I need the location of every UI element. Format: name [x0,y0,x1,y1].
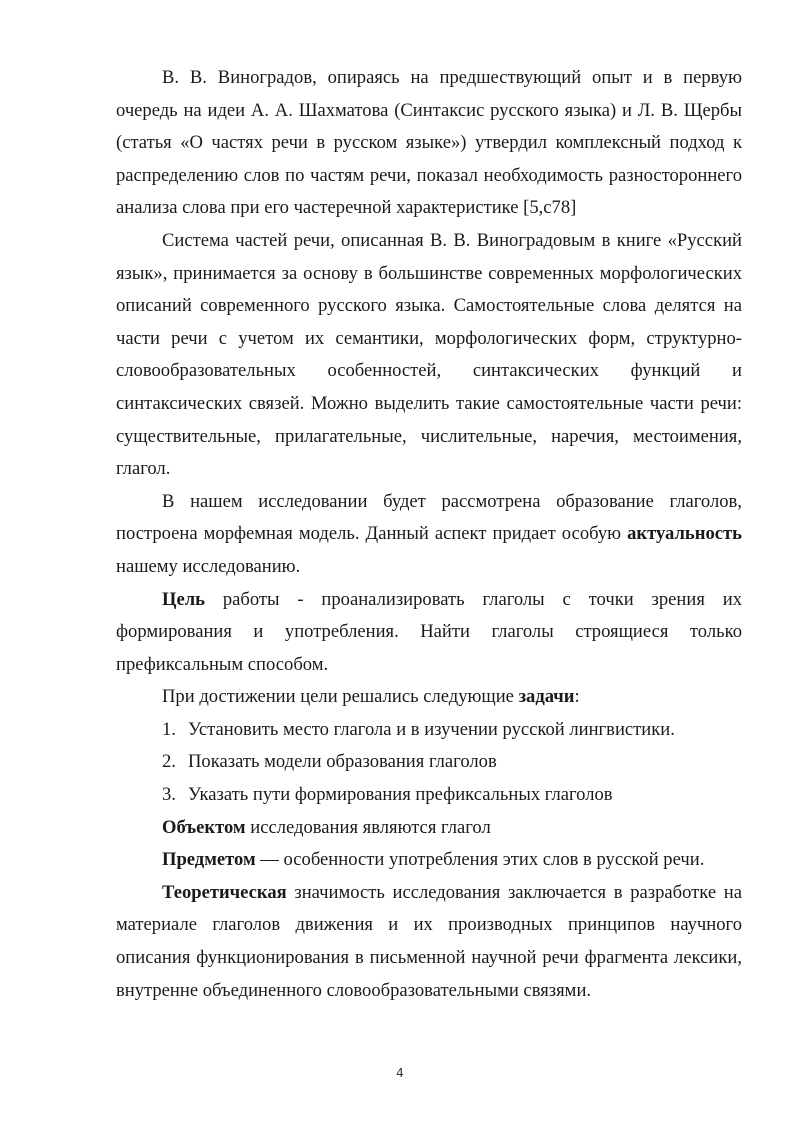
theoretical-bold: Теоретическая [162,881,287,903]
list-item [116,779,742,812]
list-item-number: 3. [162,784,176,806]
object-text: исследования являются глагол [245,816,491,838]
subject-bold: Предметом [162,849,256,871]
tasks-bold: задачи [518,686,575,708]
page-number: 4 [396,1066,404,1080]
theoretical-text: значимость исследования заключается в разработке на материале глаголов движения и их производных принципов научного описания функционирования в письменной научной речи фрагмента лексики, внутренне объединенного словообразовательными связями. [116,881,742,1001]
goal-bold: Цель [162,588,205,610]
list-item [116,714,742,747]
paragraph-relevance [116,486,742,584]
list-item [116,746,742,779]
object-bold: Объектом [162,816,246,838]
subject-text: — особенности употребления этих слов в русской речи. [255,849,705,871]
list-item-text: Показать модели образования глаголов [188,751,497,773]
list-item-text: Установить место глагола и в изучении русской лингвистики. [188,718,675,740]
paragraph-goal [116,584,742,682]
paragraph-subject [116,844,742,877]
tasks-list [116,714,742,812]
relevance-text-before: В нашем исследовании будет рассмотрена образование глаголов, построена морфемная модель. Данный аспект придает особую [116,490,742,545]
tasks-intro-text: При достижении цели решались следующие [162,686,519,708]
paragraph-theoretical [116,877,742,1007]
relevance-text-after: нашему исследованию. [116,555,301,577]
list-item-number: 1. [162,718,176,740]
list-item-text: Указать пути формирования префиксальных глаголов [188,784,613,806]
relevance-bold: актуальность [627,523,742,545]
paragraph-parts-of-speech: Система частей речи, описанная В. В. Виноградовым в книге «Русский язык», принимается за основу в большинстве современных морфологических описаний современного русского языка. Самостоятельные слова делятся на части речи с учетом их семантики, морфологических форм, структурно-словообразовательных особенностей, синтаксических функций и синтаксических связей. Можно выделить такие самостоятельные части речи: существительные, прилагательные, числительные, наречия, местоимения, глагол. [116,229,742,480]
list-item-number: 2. [162,751,176,773]
tasks-colon: : [574,686,580,708]
paragraph-object [116,812,742,845]
document-page [116,62,742,1007]
paragraph-tasks-intro [116,681,742,714]
goal-text: работы - проанализировать глаголы с точки зрения их формирования и употребления. Найти глаголы строящиеся только префиксальным способом. [116,588,742,675]
paragraph-vinogradov: В. В. Виноградов, опираясь на предшествующий опыт и в первую очередь на идеи А. А. Шахматова (Синтаксис русского языка) и Л. В. Щербы (статья «О частях речи в русском языке») утвердил комплексный подход к распределению слов по частям речи, показал необходимость разностороннего анализа слова при его частеречной характеристике [5,с78] [116,67,742,219]
